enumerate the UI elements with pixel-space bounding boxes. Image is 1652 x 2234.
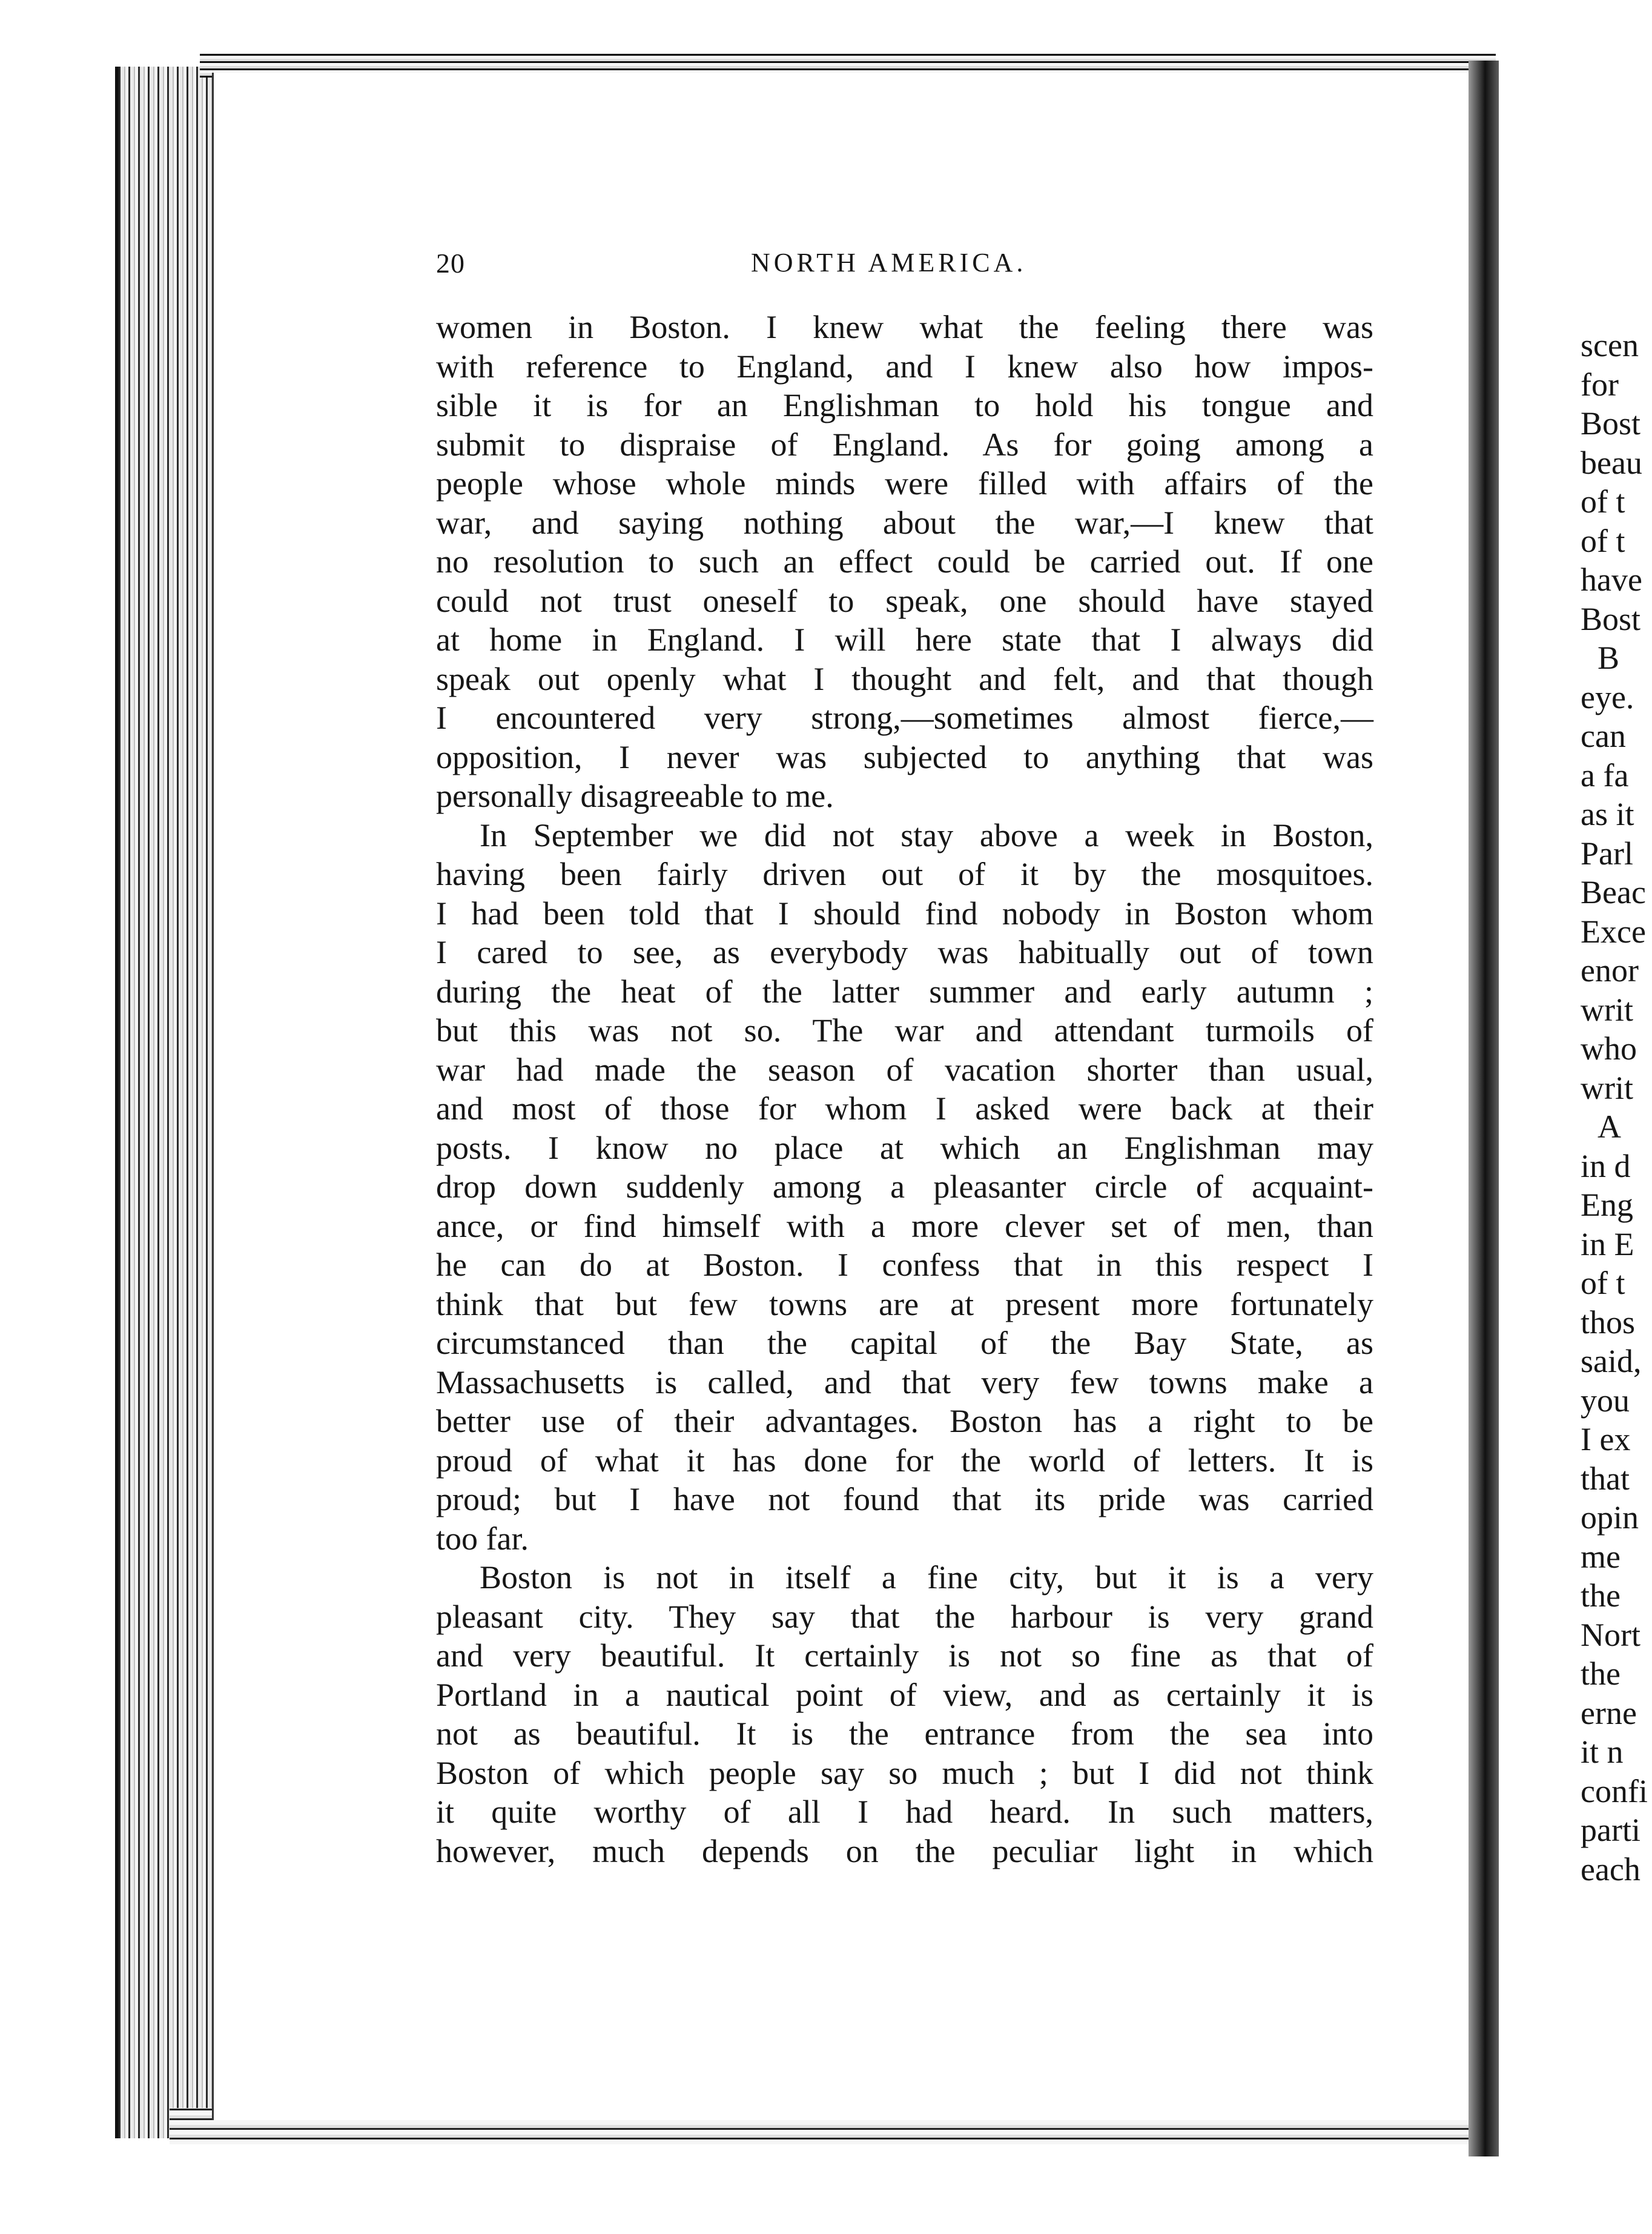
facing-text-fragment: have	[1581, 562, 1642, 598]
text-line: no resolution to such an effect could be carried out. If one	[436, 543, 1373, 580]
text-line: during the heat of the latter summer and early autumn ;	[436, 973, 1373, 1010]
text-line: think that but few towns are at present more fortunately	[436, 1285, 1373, 1322]
text-line: with reference to England, and I knew also how impos-	[436, 348, 1373, 385]
facing-text-fragment: parti	[1581, 1812, 1640, 1848]
facing-text-fragment: said,	[1581, 1343, 1642, 1379]
text-line: Boston is not in itself a fine city, but it is a very	[480, 1559, 1373, 1596]
text-line: Massachusetts is called, and that very few towns make a	[436, 1364, 1373, 1400]
facing-text-fragment: me	[1581, 1538, 1621, 1575]
text-line: posts. I know no place at which an Englishman may	[436, 1129, 1373, 1166]
facing-text-fragment: confi	[1581, 1772, 1648, 1809]
text-line: proud; but I have not found that its pride was carried	[436, 1481, 1373, 1517]
scan-left-margin	[0, 0, 115, 2234]
facing-text-fragment: Beac	[1581, 874, 1646, 910]
page-number: 20	[436, 248, 465, 279]
text-line: could not trust oneself to speak, one should have stayed	[436, 582, 1373, 619]
facing-text-fragment: it n	[1581, 1734, 1624, 1770]
facing-text-fragment: writ	[1581, 991, 1633, 1028]
text-line: sible it is for an Englishman to hold his tongue and	[436, 387, 1373, 423]
text-line: better use of their advantages. Boston has a right to be	[436, 1403, 1373, 1439]
facing-text-fragment: opin	[1581, 1499, 1639, 1536]
facing-text-fragment: as it	[1581, 796, 1634, 832]
facing-text-fragment: scen	[1581, 327, 1639, 363]
facing-text-fragment: beau	[1581, 444, 1642, 481]
text-line: too far.	[436, 1520, 529, 1557]
text-line: he can do at Boston. I confess that in this respect I	[436, 1247, 1373, 1283]
facing-text-fragment: of t	[1581, 522, 1625, 559]
text-line: Portland in a nautical point of view, and as certainly it is	[436, 1676, 1373, 1713]
facing-text-fragment: the	[1581, 1577, 1621, 1614]
text-line: opposition, I never was subjected to anything that was	[436, 738, 1373, 775]
text-line: drop down suddenly among a pleasanter circle of acquaint-	[436, 1168, 1373, 1205]
facing-text-fragment: Exce	[1581, 913, 1646, 950]
text-line: at home in England. I will here state that I always did	[436, 621, 1373, 658]
text-line: pleasant city. They say that the harbour is very grand	[436, 1598, 1373, 1635]
text-line: Boston of which people say so much ; but I did not think	[436, 1754, 1373, 1791]
facing-text-fragment: Nort	[1581, 1616, 1640, 1653]
facing-text-fragment: for	[1581, 366, 1619, 403]
text-line: and very beautiful. It certainly is not so fine as that of	[436, 1637, 1373, 1674]
facing-text-fragment: eye.	[1581, 678, 1634, 715]
text-line: however, much depends on the peculiar light in which	[436, 1832, 1373, 1869]
facing-text-fragment: writ	[1581, 1069, 1633, 1106]
text-line: women in Boston. I knew what the feeling there was	[436, 309, 1373, 345]
facing-text-fragment: thos	[1581, 1304, 1636, 1341]
facing-text-fragment: B	[1597, 640, 1620, 676]
text-line: I encountered very strong,—sometimes almost fierce,—	[436, 700, 1373, 736]
facing-text-fragment: of t	[1581, 1265, 1625, 1301]
text-line: circumstanced than the capital of the Bay State, as	[436, 1325, 1373, 1361]
text-line: not as beautiful. It is the entrance from the sea into	[436, 1715, 1373, 1752]
facing-text-fragment: enor	[1581, 952, 1639, 989]
facing-text-fragment: Bost	[1581, 600, 1641, 637]
facing-text-fragment: Bost	[1581, 405, 1641, 442]
book-page-edges-left	[115, 67, 216, 2138]
text-line: having been fairly driven out of it by the mosquitoes.	[436, 856, 1373, 892]
facing-text-fragment: in E	[1581, 1225, 1634, 1262]
text-line: people whose whole minds were filled with affairs of the	[436, 465, 1373, 502]
facing-text-fragment: a fa	[1581, 757, 1629, 794]
text-line: and most of those for whom I asked were back at their	[436, 1090, 1373, 1127]
running-title: NORTH AMERICA.	[751, 248, 1027, 277]
facing-text-fragment: each	[1581, 1851, 1640, 1888]
text-line: it quite worthy of all I had heard. In such matters,	[436, 1794, 1373, 1830]
text-line: speak out openly what I thought and felt, and that though	[436, 660, 1373, 697]
facing-text-fragment: can	[1581, 718, 1626, 754]
facing-text-fragment: in d	[1581, 1147, 1631, 1184]
facing-text-fragment: that	[1581, 1460, 1630, 1497]
facing-text-fragment: you	[1581, 1382, 1630, 1419]
facing-text-fragment: I ex	[1581, 1421, 1631, 1457]
running-head	[436, 247, 1373, 283]
text-line: personally disagreeable to me.	[436, 778, 834, 814]
facing-text-fragment: A	[1597, 1109, 1621, 1145]
text-line: proud of what it has done for the world of letters. It is	[436, 1442, 1373, 1479]
facing-text-fragment: Parl	[1581, 835, 1633, 872]
text-line: ance, or find himself with a more clever set of men, than	[436, 1207, 1373, 1244]
facing-text-fragment: who	[1581, 1030, 1637, 1067]
facing-text-fragment: the	[1581, 1656, 1621, 1692]
right-page-text-fragments	[1581, 326, 1652, 1889]
text-line: but this was not so. The war and attendant turmoils of	[436, 1012, 1373, 1049]
text-line: war had made the season of vacation shorter than usual,	[436, 1051, 1373, 1088]
facing-text-fragment: of t	[1581, 483, 1625, 520]
text-line: In September we did not stay above a week in Boston,	[480, 817, 1373, 853]
facing-text-fragment: Eng	[1581, 1187, 1633, 1223]
facing-text-fragment: erne	[1581, 1694, 1637, 1731]
text-line: war, and saying nothing about the war,—I knew that	[436, 504, 1373, 541]
left-page-text	[436, 308, 1373, 1871]
text-line: I had been told that I should find nobody in Boston whom	[436, 895, 1373, 932]
book-gutter	[1469, 61, 1499, 2156]
text-line: submit to dispraise of England. As for going among a	[436, 426, 1373, 463]
text-line: I cared to see, as everybody was habitually out of town	[436, 934, 1373, 970]
